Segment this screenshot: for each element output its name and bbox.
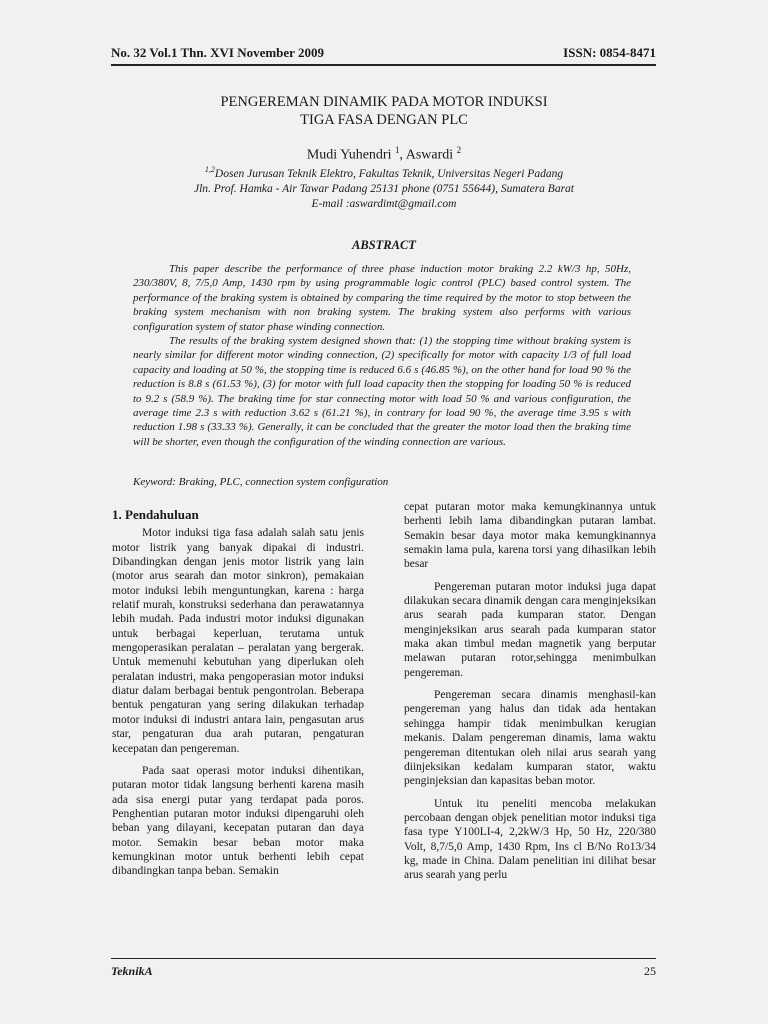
header-rule [111,64,656,66]
title-line-2: TIGA FASA DENGAN PLC [300,112,468,128]
affiliation-email: E-mail :aswardimt@gmail.com [311,197,457,210]
abstract-body [133,262,631,449]
body-paragraph: Motor induksi tiga fasa adalah salah satu jenis motor listrik yang banyak dipakai di industri. Dibandingkan dengan jenis motor listrik yang lain (motor arus searah dan motor sinkron), pemakaian motor induksi lebih menguntungkan, karena : harga relatif murah, konstruksi sederhana dan perawatannya lebih mudah. Pada industri motor induksi digunakan untuk berbagai keperluan, terutama untuk mengoperasikan peralatan – peralatan yang bergerak. Untuk memenuhi kebutuhan yang diperlukan oleh peralatan industri, maka pengoperasian motor induksi diatur dalam berbagai bentuk pengontrolan. Beberapa bentuk pengaturan yang sering dilakukan terhadap motor induksi di industri antara lain, pengasutan arus star, pengaturan dua arah putaran, pengaturan kecepatan dan pengereman. [112,527,364,755]
body-paragraph: Pengereman secara dinamis menghasil-kan pengereman yang halus dan tidak ada hentakan sehingga hampir tidak menimbulkan kerugian mekanis. Dalam pengereman dinamis, lama waktu pengereman ditentukan oleh nilai arus searah yang diinjeksikan kedalam kumparan stator, waktu penginjeksian dan kapasitas beban motor. [404,689,656,788]
author-2: Aswardi [405,147,454,163]
title-line-1: PENGEREMAN DINAMIK PADA MOTOR INDUKSI [220,94,548,110]
right-column [404,500,656,891]
page-number: 25 [644,964,656,978]
author-1-sup: 1 [394,145,400,155]
paper-title [0,93,768,129]
affiliation-line-2: Jln. Prof. Hamka - Air Tawar Padang 25131 phone (0751 55644), Sumatera Barat [193,182,575,195]
abstract-paragraph-2: The results of the braking system designed shown that: (1) the stopping time without braking system is nearly similar for different motor winding connection, (2) specifically for motor with capacity 1/3 of full load capacity and loading at 50 %, the stopping time is reduced 6.6 s (46.85 %), on the other hand for load 90 % the reduction is 8.8 s (61.53 %), (3) for motor with full load capacity then the stopping for loading 50 % is reduced to 9.2 s (58.9 %). The braking time for star connecting motor with load 50 % and various configuration, the average time 2.3 s with reduction 3.62 s (61.21 %), in contrary for load 90 %, the average time 3.95 s with reduction 1.98 s (33.33 %). Generally, it can be concluded that the greater the motor load then the braking time will be shorter, even though the configuration of the winding connection are various. [133,335,631,448]
abstract-heading: ABSTRACT [352,238,416,252]
left-column [112,504,364,887]
affiliation-sup: 1,2 [204,165,215,174]
section-heading: 1. Pendahuluan [112,507,199,522]
affiliation [0,162,768,212]
footer-rule [111,958,656,959]
affiliation-line-1: $^{1,2}$Dosen Jurusan Teknik Elektro, Fakultas Teknik, Universitas Negeri Padang [204,165,564,180]
author-2-sup: 2 [456,145,462,155]
keywords: Keyword: Braking, PLC, connection system configuration [133,476,389,488]
abstract-paragraph-1: This paper describe the performance of three phase induction motor braking 2.2 kW/3 hp, 50Hz, 230/380V, 8, 7/5,0 Amp, 1430 rpm by using programmable logic control (PLC) based control system. The performance of the braking system is obtained by comparing the time required by the motor to stop between the braking system mechanism with non braking system. The braking system also performs with various configuration system of stator phase winding connection. [133,263,631,333]
body-paragraph: Untuk itu peneliti mencoba melakukan percobaan dengan objek penelitian motor induksi tiga fasa type Y100LI-4, 2,2kW/3 Hp, 50 Hz, 220/380 Volt, 8,7/5,0 Amp, 1430 Rpm, Ins cl B/No Ro13/34 kg, made in China. Dalam penelitian ini dilihat besar arus searah yang perlu [404,797,656,882]
body-paragraph: Pada saat operasi motor induksi dihentikan, putaran motor tidak langsung berhenti karena masih ada sisa energi putar yang terdapat pada poros. Penghentian putaran motor induksi dipengaruhi oleh beban yang dilayani, kecepatan putaran dan daya motor. Semakin besar beban motor maka kemungkinan motor untuk berhenti lebih cepat dibandingkan tanpa beban. Semakin [112,764,364,878]
body-paragraph: Pengereman putaran motor induksi juga dapat dilakukan secara dinamik dengan cara menginjeksikan arus searah pada kumparan stator. Dengan menginjeksikan arus searah pada kumparan stator maka akan timbul medan magnetik yang berputar melawan putaran rotor,sehingga menimbulkan pengereman. [404,580,656,679]
footer-journal-name: TeknikA [111,964,153,978]
author-separator: , [399,147,406,163]
author-list [0,145,768,164]
author-1: Mudi Yuhendri [306,147,392,163]
journal-issue: No. 32 Vol.1 Thn. XVI November 2009 [111,45,324,60]
issn: ISSN: 0854-8471 [563,45,656,60]
body-paragraph: cepat putaran motor maka kemungkinannya untuk berhenti lebih lama dibandingkan putaran lambat. Semakin besar daya motor maka kemungkinannya semakin lama pula, karena torsi yang dihasilkan lebih besar [404,501,656,571]
